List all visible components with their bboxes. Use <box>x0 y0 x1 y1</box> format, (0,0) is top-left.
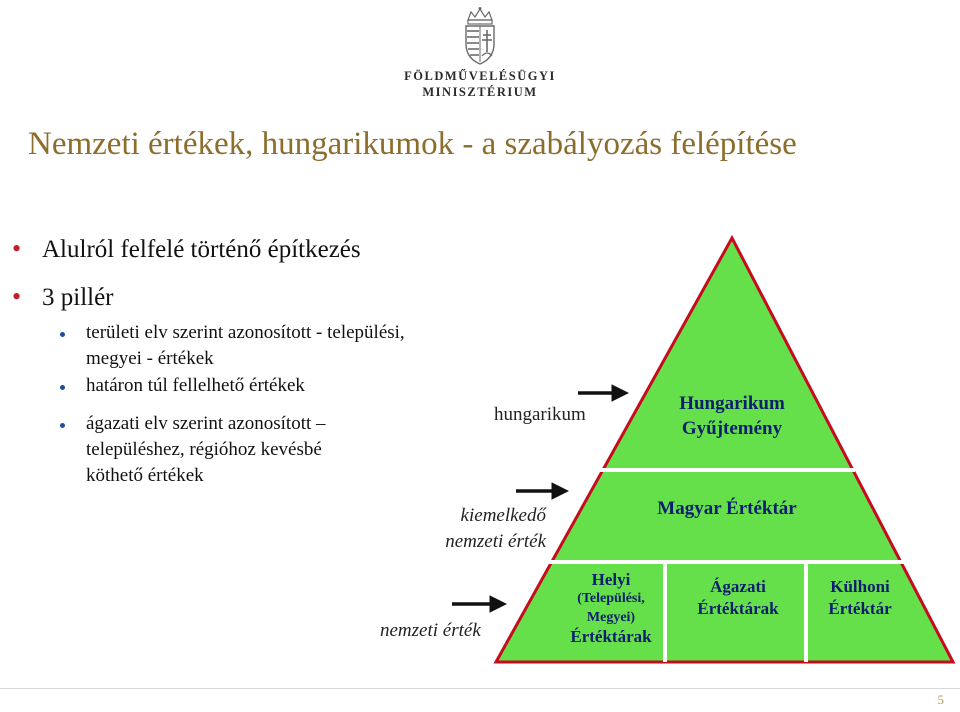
pyramid-text-line: (Települési, <box>577 591 645 606</box>
label-line: nemzeti érték <box>445 531 546 552</box>
slide-title: Nemzeti értékek, hungarikumok - a szabályozás felépítése <box>28 126 797 162</box>
bullet-three-pillars: • 3 pillér <box>42 284 114 312</box>
sub-bullet-line: településhez, régióhoz kevésbé <box>86 439 322 460</box>
pyramid-text-line: Hungarikum <box>679 393 785 414</box>
pyramid-text-line: Értéktárak <box>697 599 779 618</box>
pyramid-text-line: Megyei) <box>586 610 636 625</box>
label-hungarikum: hungarikum <box>494 404 586 425</box>
label-national-value: nemzeti érték <box>380 620 481 641</box>
page-number: 5 <box>937 692 944 707</box>
sub-bullet-line: határon túl fellelhető értékek <box>86 375 305 396</box>
pyramid-top-hungarikum-collection <box>632 391 832 441</box>
ministry-name-line1: FÖLDMŰVELÉSÜGYI <box>404 69 556 83</box>
sub-bullet-line: ágazati elv szerint azonosított – <box>86 413 326 434</box>
bullet-bottom-up: • Alulról felfelé történő építkezés <box>42 236 361 264</box>
pyramid-bottom-sectoral-repositories <box>676 576 800 620</box>
label-line: kiemelkedő <box>460 505 546 526</box>
footer-divider <box>0 688 960 689</box>
pyramid-text-line: Értéktár <box>828 599 892 618</box>
pyramid-bottom-local-repositories <box>548 570 674 646</box>
sub-bullet-line: megyei - értékek <box>86 348 214 369</box>
pyramid-text-line: Ágazati <box>710 577 766 596</box>
sub-bullet-line: köthető értékek <box>86 465 204 486</box>
pyramid-text-line: Külhoni <box>830 577 890 596</box>
pyramid-text-line: Gyűjtemény <box>681 418 783 439</box>
pyramid-text-line: Értéktárak <box>570 627 652 646</box>
pyramid-text-line: Helyi <box>591 570 631 589</box>
sub-bullet-line: területi elv szerint azonosított - települési, <box>86 322 405 343</box>
pyramid-bottom-abroad-repository <box>808 576 912 620</box>
pyramid-middle-hungarian-repository: Magyar Értéktár <box>657 498 797 519</box>
ministry-name-line2: MINISZTÉRIUM <box>422 85 538 99</box>
